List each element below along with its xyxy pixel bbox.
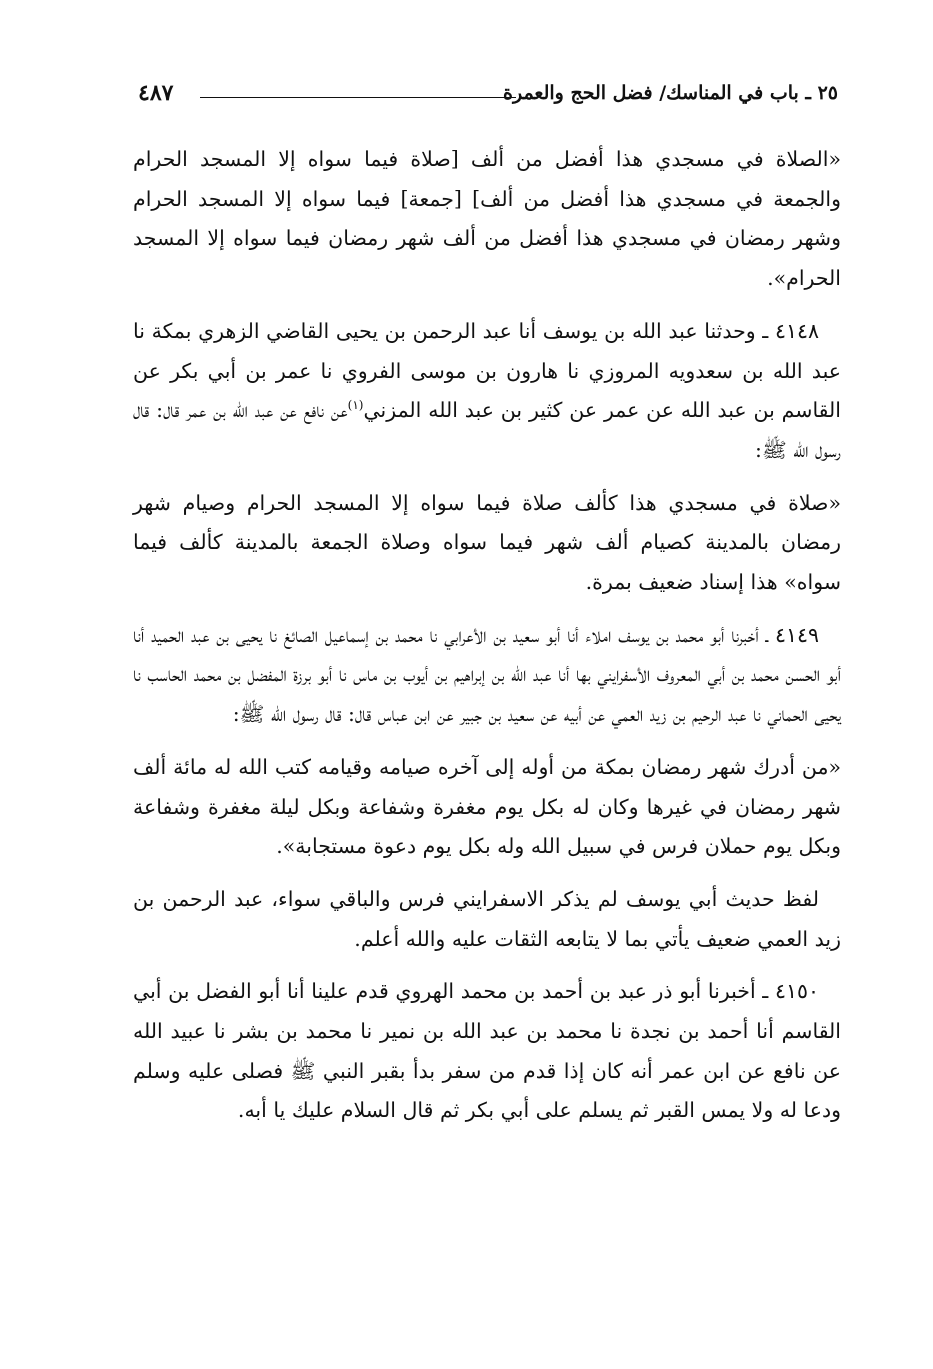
- chapter-title: ٢٥ ـ باب في المناسك/ فضل الحج والعمرة: [503, 82, 838, 104]
- hadith-text: ٤١٤٨ ـ وحدثنا عبد الله بن يوسف أنا عبد الرحمن بن يحيى القاضي الزهري بمكة نا عبد الله بن سعدويه المروزي نا هارون بن موسى الفروي نا عمر بن أبي بكر عن القاسم بن عبد الله عن عمر عن كثير بن عبد الله المزني: [133, 318, 841, 423]
- footnote-marker: (١): [347, 398, 364, 413]
- paragraph-quote: «من أدرك شهر رمضان بمكة من أوله إلى آخره صيامه وقيامه كتب الله له مائة ألف شهر رمضان في غيرها وكان له بكل يوم مغفرة وشفاعة وبكل ليلة مغفرة وشفاعة وبكل يوم حملان فرس في سبيل الله وله بكل يوم دعوة مستجابة».: [133, 754, 841, 859]
- paragraph-hadith-4150: ٤١٥٠ ـ أخبرنا أبو ذر عبد بن أحمد بن محمد الهروي قدم علينا أنا أبو الفضل بن أبي القاسم أنا أحمد بن نجدة نا محمد بن عبد الله بن نمير نا محمد بن بشر نا عبيد الله عن نافع عن ابن عمر أنه كان إذا قدم من سفر بدأ بقبر النبي ﷺ فصلى عليه وسلم ودعا له ولا يمس القبر ثم يسلم على أبي بكر ثم قال السلام عليك يا أبه.: [133, 979, 841, 1123]
- header-rule: [200, 97, 516, 98]
- running-header: [138, 80, 838, 114]
- hadith-text: عن نافع عن عبد الله بن عمر قال: قال رسول الله ﷺ:: [133, 398, 841, 462]
- paragraph-comment: لفظ حديث أبي يوسف لم يذكر الاسفرايني فرس والباقي سواء، عبد الرحمن بن زيد العمي ضعيف يأتي بما لا يتابعه الثقات عليه والله أعلم.: [133, 886, 841, 951]
- page-number: ٤٨٧: [138, 80, 174, 106]
- paragraph-quote: «صلاة في مسجدي هذا كألف صلاة فيما سواه إلا المسجد الحرام وصيام شهر رمضان بالمدينة كصيام ألف شهر فيما سواه وصلاة الجمعة بالمدينة كألف فيما سواه» هذا إسناد ضعيف بمرة.: [133, 490, 841, 595]
- paragraph-hadith-4149: ٤١٤٩ ـ أخبرنا أبو محمد بن يوسف املاء أنا أبو سعيد بن الأعرابي نا محمد بن إسماعيل الصائغ نا يحيى بن عبد الحميد أنا أبو الحسن محمد بن أبي المعروف الأسفرايني بها أنا عبد الله بن إبراهيم بن أيوب بن ماس نا أبو برزة المفضل بن محمد الحاسب نا يحيى الحماني نا عبد الرحيم بن زيد العمي عن أبيه عن سعيد بن جبير عن ابن عباس قال: قال رسول الله ﷺ:: [133, 622, 841, 727]
- paragraph-quote: «الصلاة في مسجدي هذا أفضل من ألف [صلاة فيما سواه إلا المسجد الحرام والجمعة في مسجدي هذا أفضل من ألف] [جمعة] فيما سواه إلا المسجد الحرام وشهر رمضان في مسجدي هذا أفضل من ألف شهر رمضان فيما سواه إلا المسجد الحرام».: [133, 147, 841, 291]
- main-text: [133, 140, 841, 1144]
- paragraph-hadith-4148: [133, 312, 841, 471]
